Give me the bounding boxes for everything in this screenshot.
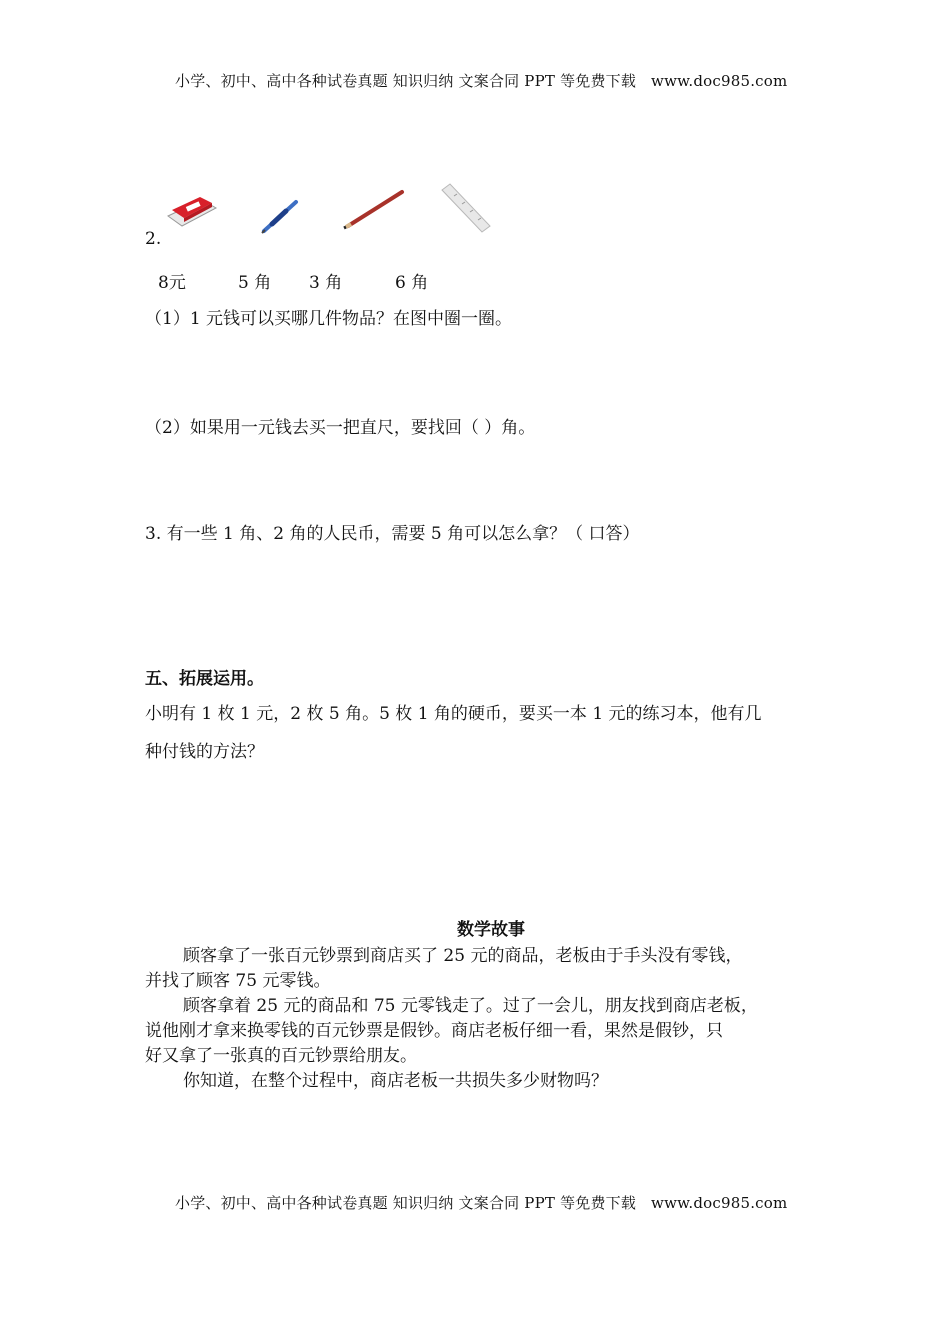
story-line-4: 说他刚才拿来换零钱的百元钞票是假钞。商店老板仔细一看，果然是假钞，只: [145, 1021, 723, 1041]
story-line-2: 并找了顾客 75 元零钱。: [145, 971, 331, 991]
price-pencil: 3 角: [309, 273, 343, 293]
header-url: www.doc985.com: [651, 72, 788, 90]
section-5-line-1: 小明有 1 枚 1 元，2 枚 5 角。5 枚 1 角的硬币，要买一本 1 元的练习本，他有几: [145, 704, 762, 724]
question-3: 3. 有一些 1 角、2 角的人民币，需要 5 角可以怎么拿？（ 口答）: [145, 524, 640, 544]
story-line-6: 你知道，在整个过程中，商店老板一共损失多少财物吗？: [183, 1071, 608, 1091]
eraser-icon: [162, 192, 220, 232]
story-line-3: 顾客拿着 25 元的商品和 75 元零钱走了。过了一会儿，朋友找到商店老板，: [183, 996, 758, 1016]
footer-text: 小学、初中、高中各种试卷真题 知识归纳 文案合同 PPT 等免费下载: [175, 1194, 637, 1212]
page-header: [175, 70, 787, 91]
story-line-1: 顾客拿了一张百元钞票到商店买了 25 元的商品，老板由于手头没有零钱，: [183, 946, 743, 966]
price-ruler: 6 角: [395, 273, 429, 293]
section-5-line-2: 种付钱的方法？: [145, 742, 264, 762]
price-eraser: 8元: [158, 273, 186, 293]
question-2-part-1: （1）1 元钱可以买哪几件物品？在图中圈一圈。: [145, 309, 513, 329]
price-pen: 5 角: [238, 273, 272, 293]
question-2-part-2: （2）如果用一元钱去买一把直尺，要找回（ ）角。: [145, 418, 536, 438]
footer-url: www.doc985.com: [651, 1194, 788, 1212]
section-5-title: 五、拓展运用。: [145, 669, 264, 689]
question-2-number: 2.: [145, 229, 162, 249]
pen-icon: [258, 196, 302, 236]
header-text: 小学、初中、高中各种试卷真题 知识归纳 文案合同 PPT 等免费下载: [175, 72, 637, 90]
pencil-icon: [342, 186, 406, 234]
ruler-icon: [438, 182, 494, 236]
story-title: 数学故事: [457, 920, 525, 940]
page-footer: [175, 1192, 787, 1213]
story-line-5: 好又拿了一张真的百元钞票给朋友。: [145, 1046, 417, 1066]
